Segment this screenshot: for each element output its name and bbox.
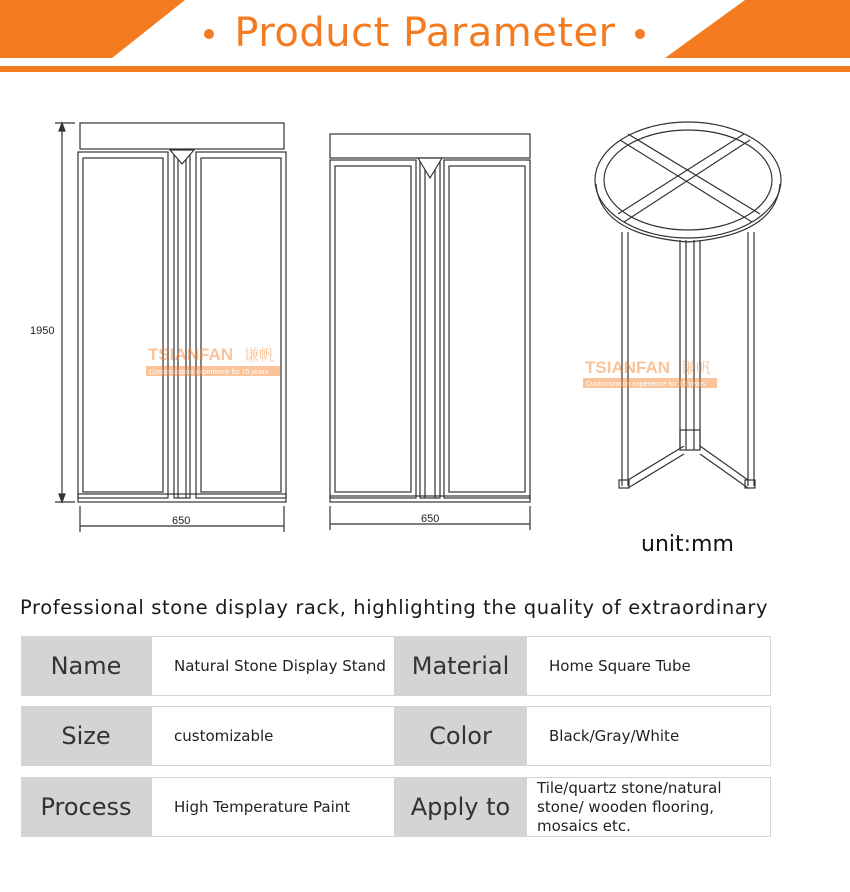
svg-text:Customization experience for 1: Customization experience for 15 years — [149, 369, 269, 376]
spec-label: Apply to — [395, 777, 526, 837]
spec-value: Natural Stone Display Stand — [151, 636, 395, 696]
spec-label: Color — [395, 706, 526, 766]
svg-text:Customization experience for 1: Customization experience for 15 years — [586, 381, 706, 388]
spec-label: Material — [395, 636, 526, 696]
side-view — [330, 134, 530, 530]
spec-row — [21, 777, 771, 837]
svg-text:谦帆: 谦帆 — [681, 360, 712, 377]
watermark-right — [583, 358, 717, 388]
page-title: Product Parameter — [234, 10, 616, 56]
spec-row — [21, 636, 771, 696]
width-dimension-middle: 650 — [421, 513, 440, 525]
spec-label: Size — [21, 706, 151, 766]
svg-text:TSIANFAN: TSIANFAN — [585, 358, 670, 377]
spec-row — [21, 706, 771, 766]
height-dimension: 1950 — [30, 325, 55, 337]
spec-value: Tile/quartz stone/natural stone/ wooden flooring, mosaics etc. — [526, 777, 771, 837]
perspective-view — [595, 122, 781, 488]
spec-value: Black/Gray/White — [526, 706, 771, 766]
spec-value: High Temperature Paint — [151, 777, 395, 837]
spec-value: customizable — [151, 706, 395, 766]
width-dimension-left: 650 — [172, 515, 191, 527]
banner-underline — [0, 66, 850, 72]
svg-text:TSIANFAN: TSIANFAN — [148, 345, 233, 364]
unit-label: unit:mm — [641, 532, 734, 557]
spec-value: Home Square Tube — [526, 636, 771, 696]
product-subtitle: Professional stone display rack, highlighting the quality of extraordinary — [20, 596, 769, 619]
spec-label: Process — [21, 777, 151, 837]
front-view — [55, 123, 286, 532]
watermark-left — [146, 345, 280, 376]
technical-drawings — [0, 80, 850, 580]
spec-label: Name — [21, 636, 151, 696]
svg-text:谦帆: 谦帆 — [244, 347, 275, 364]
